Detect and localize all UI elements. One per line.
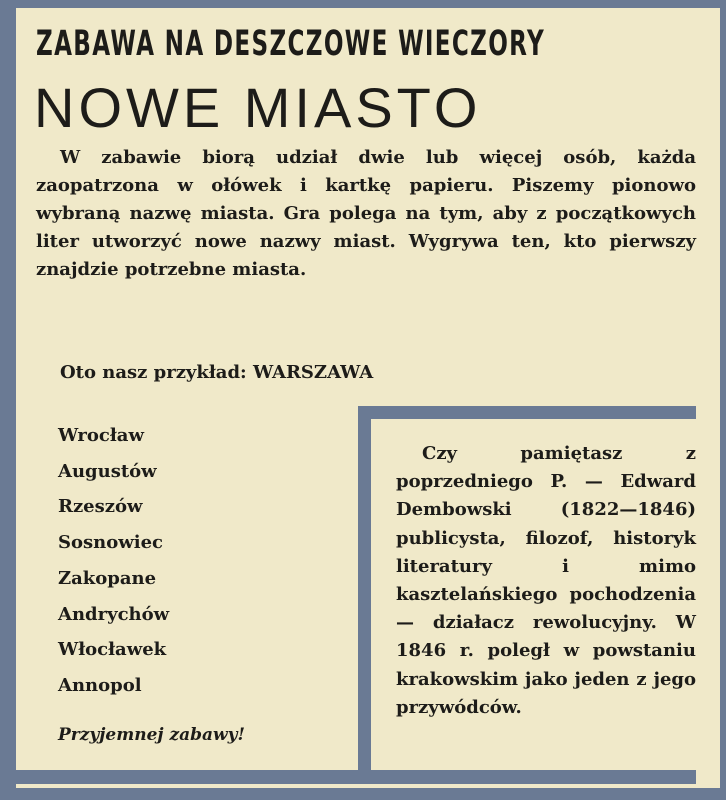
city-item: Wrocław (58, 425, 144, 446)
sidebar-box (396, 440, 696, 722)
bottom-border (0, 788, 726, 800)
city-item: Sosnowiec (58, 532, 163, 554)
kicker-heading: ZABAWA NA DESZCZOWE WIECZORY (36, 24, 546, 64)
city-item: Zakopane (58, 567, 157, 589)
city-item: Annopol (58, 674, 142, 696)
top-border (0, 0, 726, 8)
intro-paragraph: W zabawie biorą udział dwie lub więcej osób, każda zaopatrzona w ołówek i kartkę papieru. Piszemy pionowo wybraną nazwę miasta. Gra polega na tym, aby z początkowych liter utworzyć nowe nazwy miast. Wygrywa ten, kto pierwszy znajdzie potrzebne miasta. (36, 147, 696, 280)
sidebar-text: Czy pamiętasz z poprzedniego P. — Edward Dembowski (1822—1846) publicysta, filozof, historyk literatury i mimo kasztelańskiego pochodzenia — działacz rewolucyjny. W 1846 r. poległ w powstaniu krakowskim jako jeden z jego przywódców. (396, 443, 696, 718)
city-item: Augustów (58, 460, 157, 482)
article-title: NOWE MIASTO (34, 76, 482, 139)
city-list (58, 418, 169, 704)
sidebar-rule-vertical (358, 406, 371, 770)
example-label: Oto nasz przykład: WARSZAWA (60, 362, 374, 383)
right-border (720, 0, 726, 800)
city-item: Włocławek (58, 639, 167, 661)
left-border (0, 0, 16, 800)
bottom-rule (16, 770, 696, 784)
city-item: Rzeszów (58, 496, 143, 518)
closing-line: Przyjemnej zabawy! (58, 725, 246, 745)
sidebar-rule-horizontal (358, 406, 696, 419)
city-item: Andrychów (58, 603, 170, 625)
intro-text (36, 144, 696, 284)
